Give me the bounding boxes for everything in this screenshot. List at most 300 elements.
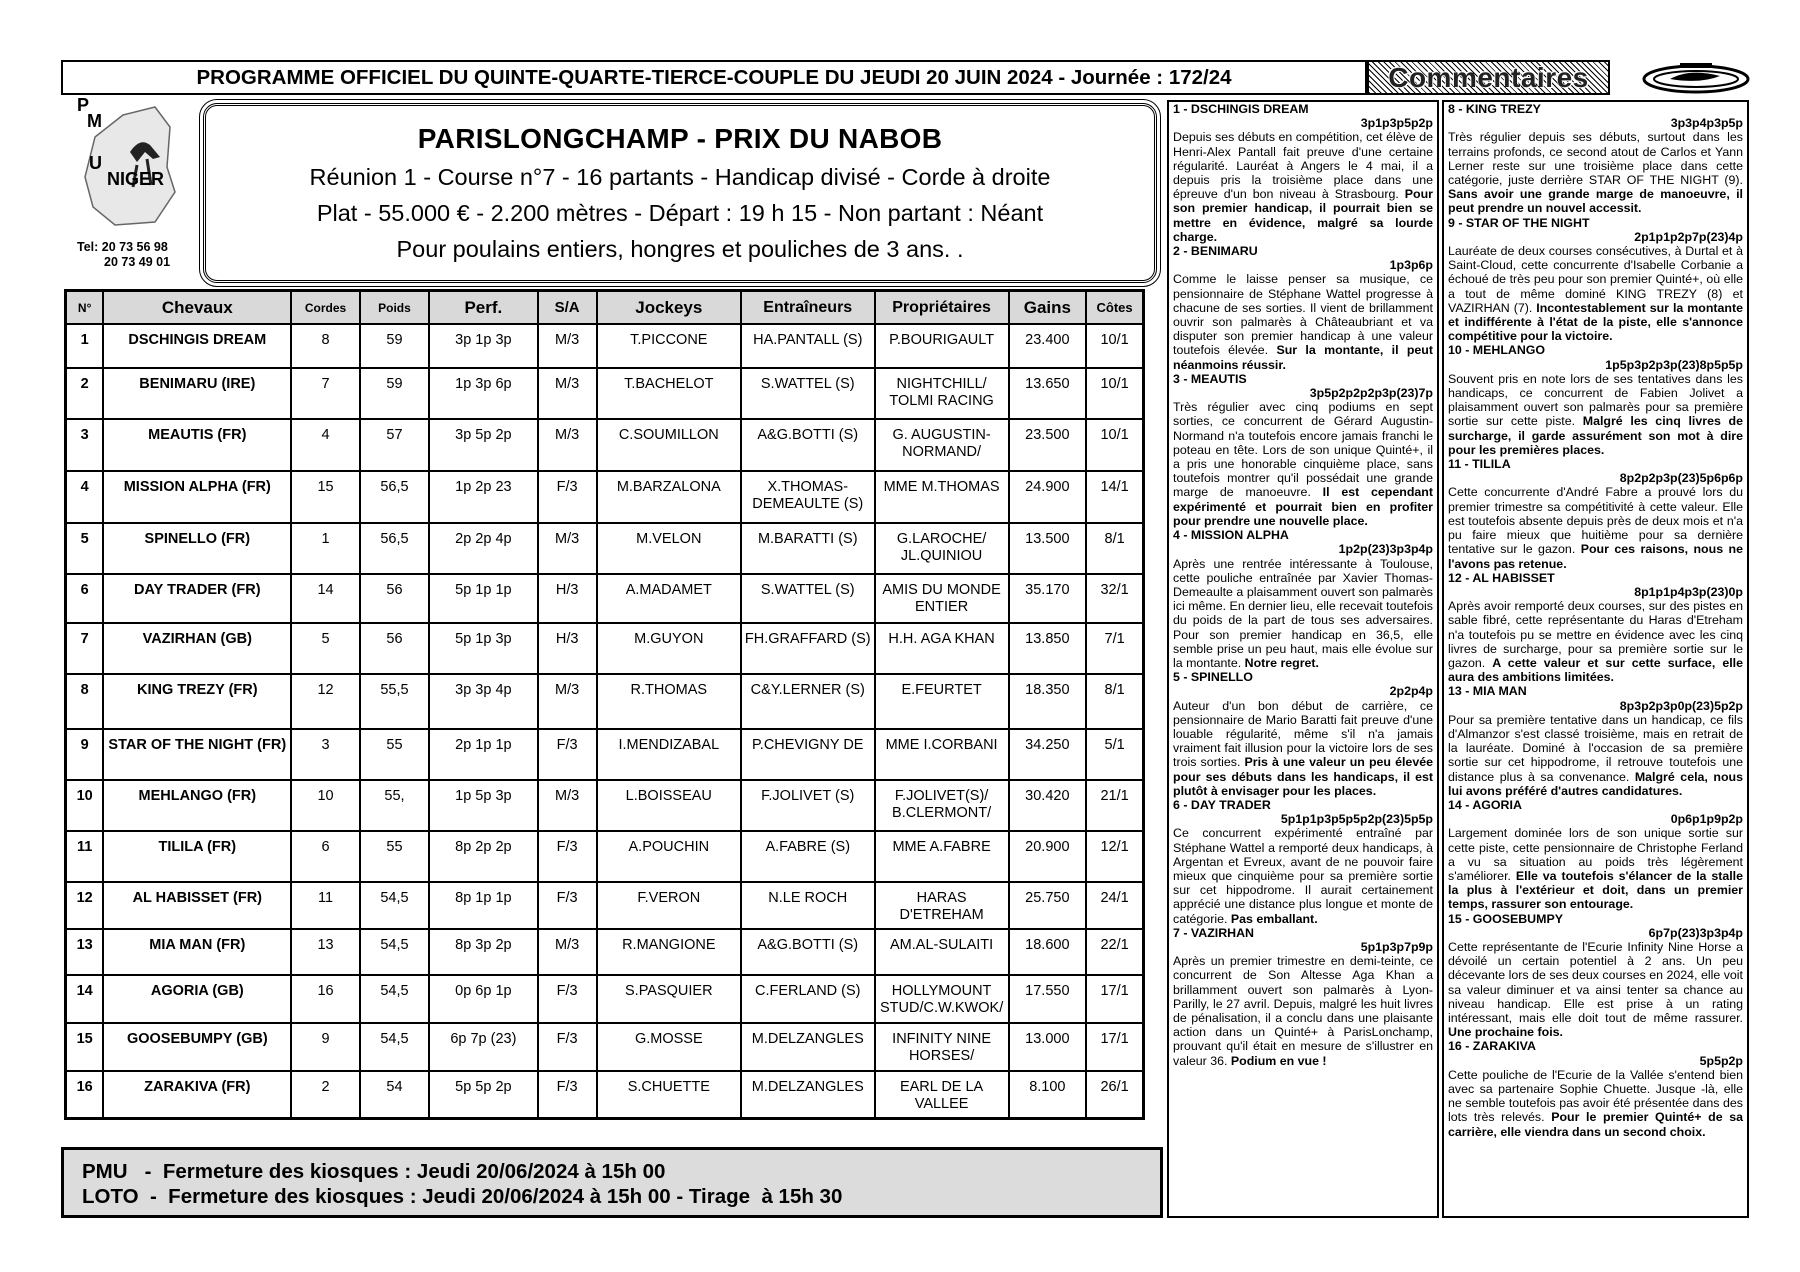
cell-trainer: M.DELZANGLES <box>741 1023 875 1071</box>
cell-weight: 55,5 <box>360 674 429 729</box>
comment-text-plain: Auteur d'un bon début de carrière, ce pensionnaire de Mario Baratti fait preuve d'une louable régularité, même s'il n'a jamais vraiment fait illusion pour la victoire lors de ses trois sorties. <box>1173 698 1433 770</box>
cell-jockey: A.POUCHIN <box>597 831 741 882</box>
cell-sex-age: H/3 <box>538 574 597 623</box>
cell-owner: MME M.THOMAS <box>875 471 1009 523</box>
cell-trainer: S.WATTEL (S) <box>741 574 875 623</box>
cell-horse: SPINELLO (FR) <box>103 523 291 574</box>
comment-form-figures: 3p5p2p2p2p3p(23)7p <box>1309 386 1433 401</box>
comment-entry <box>1448 684 1743 798</box>
cell-number: 11 <box>66 831 104 882</box>
comment-text-plain: Après une rentrée intéressante à Toulouse, cette pouliche entraînée par Xavier Thomas-Demeaulte a plaisamment ouvert son palmarès ici même. En dernier lieu, elle recevait toutefois du poids de la part de tous ses adversaires. Pour son premier handicap en 36,5, elle semble prise un peu haut, mais elle évolue sur la montante. <box>1173 556 1433 670</box>
cell-jockey: T.PICCONE <box>597 324 741 368</box>
table-header-row <box>66 291 1144 325</box>
cell-jockey: S.CHUETTE <box>597 1071 741 1118</box>
col-header-trainers: Entraîneurs <box>741 291 875 325</box>
cell-perf: 1p 5p 3p <box>429 780 537 831</box>
cell-weight: 56 <box>360 574 429 623</box>
cell-horse: KING TREZY (FR) <box>103 674 291 729</box>
comment-form-figures: 5p1p3p7p9p <box>1360 939 1433 954</box>
comment-text-plain: Après avoir remporté deux courses, sur des pistes en sable fibré, cette représentante du Haras d'Etreham n'a toutefois pu se mettre en évidence avec les cinq livres de surcharge, pour sa première sortie sur le gazon. <box>1448 599 1743 670</box>
cell-earnings: 18.350 <box>1009 674 1087 729</box>
comment-text <box>1448 1068 1743 1139</box>
cell-trainer: A&G.BOTTI (S) <box>741 419 875 471</box>
cell-perf: 5p 1p 1p <box>429 574 537 623</box>
cell-perf: 2p 2p 4p <box>429 523 537 574</box>
cell-draw: 1 <box>291 523 359 574</box>
cell-owner: G.LAROCHE/ JL.QUINIOU <box>875 523 1009 574</box>
cell-number: 5 <box>66 523 104 574</box>
comment-text-plain: Très régulier depuis ses débuts, surtout dans les terrains profonds, ce second atout de Carlos et Yann Lerner reste sur une troisième place dans cette catégorie, juste derrière STAR OF THE NIGHT (9). <box>1448 130 1743 188</box>
cell-draw: 16 <box>291 975 359 1023</box>
comment-text-plain: Souvent pris en note lors de ses tentatives dans les handicaps, ce concurrent de Fabien Jolivet a plaisamment ouvert son palmarès pour sa première sortie sur cette piste. <box>1448 371 1743 429</box>
comment-text-verdict: Il est cependant expérimenté et pourrait bien en profiter pour prendre une nouvelle place. <box>1173 485 1433 528</box>
svg-text:U: U <box>89 153 102 173</box>
comments-header <box>1367 60 1610 95</box>
cell-earnings: 24.900 <box>1009 471 1087 523</box>
comment-text <box>1448 485 1743 570</box>
comment-horse-title: 11 - TILILA <box>1448 457 1511 472</box>
cell-trainer: F.JOLIVET (S) <box>741 780 875 831</box>
cell-owner: MME A.FABRE <box>875 831 1009 882</box>
cell-sex-age: M/3 <box>538 324 597 368</box>
cell-weight: 54 <box>360 1071 429 1118</box>
cell-earnings: 18.600 <box>1009 929 1087 975</box>
comment-entry <box>1173 102 1433 244</box>
cell-number: 15 <box>66 1023 104 1071</box>
cell-draw: 9 <box>291 1023 359 1071</box>
comment-text <box>1173 826 1433 925</box>
comment-text-plain: Largement dominée lors de son unique sortie sur cette piste, cette pensionnaire de Christophe Ferland a vu sa situation au poids très légèrement s'améliorer. <box>1448 826 1743 883</box>
table-row <box>66 929 1144 975</box>
cell-perf: 5p 5p 2p <box>429 1071 537 1118</box>
cell-perf: 8p 2p 2p <box>429 831 537 882</box>
comment-form-figures: 3p3p4p3p5p <box>1670 116 1743 131</box>
phone-line-2: 20 73 49 01 <box>104 255 171 269</box>
cell-earnings: 34.250 <box>1009 729 1087 780</box>
cell-horse: BENIMARU (IRE) <box>103 368 291 419</box>
race-meeting-line: Réunion 1 - Course n°7 - 16 partants - Handicap divisé - Corde à droite <box>309 164 1051 190</box>
cell-weight: 56 <box>360 623 429 674</box>
cell-horse: MEAUTIS (FR) <box>103 419 291 471</box>
comment-horse-title: 13 - MIA MAN <box>1448 684 1527 699</box>
col-header-jockeys: Jockeys <box>597 291 741 325</box>
comment-horse-title: 5 - SPINELLO <box>1173 670 1253 685</box>
comment-text-verdict: Pour ces raisons, nous ne l'avons pas retenue. <box>1448 542 1743 571</box>
cell-earnings: 20.900 <box>1009 831 1087 882</box>
comment-entry <box>1173 670 1433 798</box>
comment-form-figures: 8p2p2p3p(23)5p6p6p <box>1619 471 1743 486</box>
cell-horse: MISSION ALPHA (FR) <box>103 471 291 523</box>
col-header-sex-age: S/A <box>538 291 597 325</box>
cell-number: 3 <box>66 419 104 471</box>
cell-number: 7 <box>66 623 104 674</box>
cell-owner: G. AUGUSTIN-NORMAND/ <box>875 419 1009 471</box>
table-row <box>66 419 1144 471</box>
cell-perf: 1p 3p 6p <box>429 368 537 419</box>
table-row <box>66 523 1144 574</box>
table-row <box>66 729 1144 780</box>
cell-horse: ZARAKIVA (FR) <box>103 1071 291 1118</box>
cell-odds: 14/1 <box>1086 471 1143 523</box>
cell-odds: 17/1 <box>1086 975 1143 1023</box>
comment-horse-title: 14 - AGORIA <box>1448 797 1522 812</box>
table-row <box>66 574 1144 623</box>
comment-form-figures: 0p6p1p9p2p <box>1670 812 1743 827</box>
cell-earnings: 13.000 <box>1009 1023 1087 1071</box>
cell-weight: 55, <box>360 780 429 831</box>
cell-trainer: X.THOMAS-DEMEAULTE (S) <box>741 471 875 523</box>
comment-form-figures: 1p2p(23)3p3p4p <box>1338 542 1433 557</box>
cell-draw: 7 <box>291 368 359 419</box>
cell-jockey: A.MADAMET <box>597 574 741 623</box>
cell-draw: 12 <box>291 674 359 729</box>
comment-horse-title: 16 - ZARAKIVA <box>1448 1039 1536 1054</box>
comment-form-figures: 8p1p1p4p3p(23)0p <box>1634 584 1743 599</box>
comment-horse-title: 10 - MEHLANGO <box>1448 343 1546 358</box>
cell-sex-age: H/3 <box>538 623 597 674</box>
table-row <box>66 1071 1144 1118</box>
cell-earnings: 17.550 <box>1009 975 1087 1023</box>
pmu-corner-logo-icon <box>1640 62 1752 94</box>
svg-text:P: P <box>77 97 90 115</box>
cell-odds: 5/1 <box>1086 729 1143 780</box>
cell-number: 9 <box>66 729 104 780</box>
comment-text-plain: Pour sa première tentative dans un handicap, ce fils d'Almanzor s'est classé troisième, mais en retrait de la lauréate. Dominé à l'occasion de sa première sortie sur cet hippodrome, il retrouve toutefois une distance plus à sa convenance. <box>1448 712 1743 784</box>
comment-text <box>1448 713 1743 798</box>
cell-owner: MME I.CORBANI <box>875 729 1009 780</box>
cell-horse: GOOSEBUMPY (GB) <box>103 1023 291 1071</box>
cell-odds: 10/1 <box>1086 324 1143 368</box>
comments-column-right <box>1442 100 1749 1218</box>
table-row <box>66 368 1144 419</box>
cell-horse: MEHLANGO (FR) <box>103 780 291 831</box>
comment-text <box>1173 272 1433 371</box>
cell-trainer: M.DELZANGLES <box>741 1071 875 1118</box>
comment-entry <box>1173 528 1433 670</box>
cell-draw: 2 <box>291 1071 359 1118</box>
cell-owner: INFINITY NINE HORSES/ <box>875 1023 1009 1071</box>
comment-horse-title: 6 - DAY TRADER <box>1173 797 1271 812</box>
comment-entry <box>1173 244 1433 372</box>
cell-owner: NIGHTCHILL/ TOLMI RACING <box>875 368 1009 419</box>
comment-text-verdict: Elle va toutefois s'élancer de la stalle la plus à l'extérieur et doit, dans un premier temps, rassurer son entourage. <box>1448 868 1744 912</box>
table-row <box>66 882 1144 929</box>
cell-horse: VAZIRHAN (GB) <box>103 623 291 674</box>
cell-draw: 6 <box>291 831 359 882</box>
cell-odds: 10/1 <box>1086 368 1143 419</box>
cell-draw: 10 <box>291 780 359 831</box>
cell-draw: 11 <box>291 882 359 929</box>
cell-odds: 7/1 <box>1086 623 1143 674</box>
cell-horse: TILILA (FR) <box>103 831 291 882</box>
race-title: PARISLONGCHAMP - PRIX DU NABOB <box>417 123 943 154</box>
cell-sex-age: M/3 <box>538 523 597 574</box>
cell-weight: 55 <box>360 729 429 780</box>
col-header-draw: Cordes <box>291 291 359 325</box>
cell-perf: 6p 7p (23) <box>429 1023 537 1071</box>
cell-perf: 1p 2p 23 <box>429 471 537 523</box>
cell-trainer: C.FERLAND (S) <box>741 975 875 1023</box>
cell-owner: AM.AL-SULAITI <box>875 929 1009 975</box>
comment-text-verdict: A cette valeur et sur cette surface, elle aura des ambitions limitées. <box>1448 655 1743 685</box>
cell-number: 6 <box>66 574 104 623</box>
comment-text-plain: Cette représentante de l'Ecurie Infinity Nine Horse a dévoilé un certain potentiel à 2 ans. Un peu décevante lors de ses deux courses en 2024, elle voit sa valeur diminuer et va ainsi tenter sa chance au niveau handicap. Elle est prise à un rating intéressant, mais elle doit tout de même rassurer. <box>1448 939 1743 1025</box>
comments-header-label: Commentaires <box>1388 61 1589 93</box>
cell-perf: 3p 3p 4p <box>429 674 537 729</box>
race-details-line: Plat - 55.000 € - 2.200 mètres - Départ : 19 h 15 - Non partant : Néant <box>316 200 1044 226</box>
comment-entry <box>1448 457 1743 571</box>
cell-trainer: P.CHEVIGNY DE <box>741 729 875 780</box>
table-row <box>66 1023 1144 1071</box>
cell-earnings: 23.400 <box>1009 324 1087 368</box>
cell-trainer: FH.GRAFFARD (S) <box>741 623 875 674</box>
comment-text <box>1448 826 1743 911</box>
comment-text <box>1173 954 1433 1068</box>
cell-trainer: N.LE ROCH <box>741 882 875 929</box>
comment-form-figures: 5p5p2p <box>1699 1053 1743 1068</box>
comment-horse-title: 9 - STAR OF THE NIGHT <box>1448 215 1590 230</box>
cell-earnings: 8.100 <box>1009 1071 1087 1118</box>
comment-text <box>1448 130 1743 215</box>
cell-owner: EARL DE LA VALLEE <box>875 1071 1009 1118</box>
cell-sex-age: M/3 <box>538 929 597 975</box>
cell-draw: 5 <box>291 623 359 674</box>
cell-jockey: I.MENDIZABAL <box>597 729 741 780</box>
comment-text <box>1448 372 1743 457</box>
race-info-box <box>203 103 1157 283</box>
runners-table-body <box>66 324 1144 1118</box>
comment-text-plain: Lauréate de deux courses consécutives, à Durtal et à Saint-Cloud, cette concurrente d'Isabelle Corbanie a échoué de très peu pour son premier Quinté+, où elle a tout de même dominé KING TREZY (8) et VAZIRHAN (7). <box>1448 244 1743 315</box>
cell-trainer: M.BARATTI (S) <box>741 523 875 574</box>
cell-earnings: 35.170 <box>1009 574 1087 623</box>
comment-text-verdict: Pas emballant. <box>1230 911 1318 926</box>
cell-earnings: 25.750 <box>1009 882 1087 929</box>
cell-perf: 3p 1p 3p <box>429 324 537 368</box>
cell-number: 13 <box>66 929 104 975</box>
svg-text:M: M <box>87 111 102 131</box>
page-banner <box>61 60 1367 95</box>
table-row <box>66 623 1144 674</box>
closing-times-box <box>61 1147 1163 1218</box>
cell-perf: 5p 1p 3p <box>429 623 537 674</box>
cell-sex-age: F/3 <box>538 471 597 523</box>
cell-odds: 10/1 <box>1086 419 1143 471</box>
comment-text-verdict: Une prochaine fois. <box>1448 1025 1563 1040</box>
cell-odds: 21/1 <box>1086 780 1143 831</box>
comment-entry <box>1448 216 1743 344</box>
cell-weight: 59 <box>360 324 429 368</box>
cell-horse: DAY TRADER (FR) <box>103 574 291 623</box>
cell-odds: 32/1 <box>1086 574 1143 623</box>
cell-odds: 24/1 <box>1086 882 1143 929</box>
table-row <box>66 780 1144 831</box>
comment-horse-title: 15 - GOOSEBUMPY <box>1448 911 1563 926</box>
cell-sex-age: F/3 <box>538 831 597 882</box>
cell-earnings: 30.420 <box>1009 780 1087 831</box>
cell-sex-age: F/3 <box>538 1023 597 1071</box>
comment-text-plain: Cette pouliche de l'Ecurie de la Vallée s'entend bien avec sa partenaire Sophie Chuette. Jusque -là, elle ne semble toutefois pas avoir été présentée dans des lots très relevés. <box>1448 1067 1743 1125</box>
cell-trainer: A.FABRE (S) <box>741 831 875 882</box>
comment-text-verdict: Malgré les cinq livres de surcharge, il garde assurément son mot à dire pour les premières places. <box>1448 414 1744 457</box>
cell-earnings: 13.850 <box>1009 623 1087 674</box>
pmu-closing-line: PMU - Fermeture des kiosques : Jeudi 20/06/2024 à 15h 00 <box>82 1160 666 1183</box>
runners-table <box>64 289 1145 1120</box>
comment-text-plain: Ce concurrent expérimenté entraîné par Stéphane Wattel a remporté deux handicaps, à Argentan et Evreux, avant de ne pouvoir faire mieux que cinquième pour sa première sortie sur cet hippodrome. Il aurait certainement apprécié une distance plus longue et monte de catégorie. <box>1173 826 1433 926</box>
cell-sex-age: M/3 <box>538 674 597 729</box>
comment-entry <box>1448 1039 1743 1138</box>
cell-weight: 56,5 <box>360 523 429 574</box>
comment-text-verdict: Pris à une valeur un peu élevée pour ses débuts dans les handicaps, il est plutôt à envisager pour les places. <box>1173 755 1433 798</box>
cell-sex-age: F/3 <box>538 975 597 1023</box>
cell-jockey: M.VELON <box>597 523 741 574</box>
cell-trainer: A&G.BOTTI (S) <box>741 929 875 975</box>
cell-owner: HOLLYMOUNT STUD/C.W.KWOK/ <box>875 975 1009 1023</box>
comment-text <box>1173 400 1433 528</box>
cell-odds: 12/1 <box>1086 831 1143 882</box>
comment-horse-title: 2 - BENIMARU <box>1173 244 1258 259</box>
comment-text-plain: Cette concurrente d'André Fabre a prouvé lors du premier trimestre sa compétitivité à cette valeur. Elle est toutefois absente depuis près de deux mois et n'a pu faire mieux que huitième pour sa dernière tentative sur le gazon. <box>1448 485 1743 557</box>
cell-jockey: C.SOUMILLON <box>597 419 741 471</box>
pmu-niger-logo-icon <box>75 97 185 232</box>
cell-jockey: S.PASQUIER <box>597 975 741 1023</box>
cell-perf: 8p 3p 2p <box>429 929 537 975</box>
comment-entry <box>1448 571 1743 685</box>
cell-horse: AGORIA (GB) <box>103 975 291 1023</box>
comment-text <box>1173 130 1433 244</box>
comment-form-figures: 2p1p1p2p7p(23)4p <box>1634 229 1743 244</box>
table-row <box>66 674 1144 729</box>
comment-text-verdict: Malgré cela, nous lui avons préféré d'autres candidatures. <box>1448 769 1743 798</box>
cell-earnings: 13.500 <box>1009 523 1087 574</box>
cell-earnings: 23.500 <box>1009 419 1087 471</box>
col-header-horses: Chevaux <box>103 291 291 325</box>
cell-horse: AL HABISSET (FR) <box>103 882 291 929</box>
comment-form-figures: 1p3p6p <box>1389 258 1433 273</box>
cell-trainer: S.WATTEL (S) <box>741 368 875 419</box>
cell-weight: 54,5 <box>360 929 429 975</box>
cell-horse: MIA MAN (FR) <box>103 929 291 975</box>
cell-number: 1 <box>66 324 104 368</box>
cell-weight: 57 <box>360 419 429 471</box>
table-row <box>66 471 1144 523</box>
cell-sex-age: F/3 <box>538 882 597 929</box>
comments-column-left <box>1167 100 1439 1218</box>
cell-draw: 4 <box>291 419 359 471</box>
banner-title: PROGRAMME OFFICIEL DU QUINTE-QUARTE-TIERCE-COUPLE DU JEUDI 20 JUIN 2024 - Journée : 172/24 <box>196 65 1232 89</box>
cell-jockey: R.MANGIONE <box>597 929 741 975</box>
comment-text-verdict: Pour le premier Quinté+ de sa carrière, elle viendra dans un second choix. <box>1448 1110 1744 1139</box>
cell-perf: 0p 6p 1p <box>429 975 537 1023</box>
comment-form-figures: 6p7p(23)3p3p4p <box>1648 925 1743 940</box>
comment-entry <box>1448 102 1743 216</box>
cell-weight: 54,5 <box>360 882 429 929</box>
comment-entry <box>1448 798 1743 912</box>
comment-text-verdict: Incontestablement sur la montante et indifférente à l'état de la piste, elle s'annonce compétitive pour la victoire. <box>1448 300 1743 344</box>
cell-number: 12 <box>66 882 104 929</box>
col-header-owners: Propriétaires <box>875 291 1009 325</box>
cell-weight: 54,5 <box>360 975 429 1023</box>
comment-entry <box>1173 372 1433 528</box>
comment-text-verdict: Podium en vue ! <box>1230 1053 1327 1068</box>
cell-number: 4 <box>66 471 104 523</box>
table-row <box>66 975 1144 1023</box>
race-conditions-line: Pour poulains entiers, hongres et pouliches de 3 ans. . <box>396 236 964 262</box>
comment-form-figures: 8p3p2p3p0p(23)5p2p <box>1619 698 1743 713</box>
comment-text <box>1448 244 1743 343</box>
phone-line-1: Tel: 20 73 56 98 <box>77 240 168 254</box>
cell-horse: DSCHINGIS DREAM <box>103 324 291 368</box>
comment-form-figures: 1p5p3p2p3p(23)8p5p5p <box>1605 357 1743 372</box>
cell-weight: 55 <box>360 831 429 882</box>
cell-jockey: T.BACHELOT <box>597 368 741 419</box>
comment-horse-title: 7 - VAZIRHAN <box>1173 925 1254 940</box>
cell-jockey: M.BARZALONA <box>597 471 741 523</box>
cell-jockey: M.GUYON <box>597 623 741 674</box>
comment-text-verdict: Sans avoir une grande marge de manoeuvre, il peut prendre un nouvel accessit. <box>1448 187 1743 216</box>
comment-text-plain: Depuis ses débuts en compétition, cet élève de Henri-Alex Pantall fait preuve d'une certaine régularité. Lauréat à Angers le 4 mai, il a depuis pris la troisième place dans une épreuve d'un bon niveau à Strasbourg. <box>1173 130 1433 202</box>
svg-text:NIGER: NIGER <box>107 169 165 189</box>
cell-draw: 14 <box>291 574 359 623</box>
cell-odds: 17/1 <box>1086 1023 1143 1071</box>
cell-sex-age: F/3 <box>538 729 597 780</box>
col-header-odds: Côtes <box>1086 291 1143 325</box>
cell-number: 8 <box>66 674 104 729</box>
comment-text <box>1173 557 1433 671</box>
cell-sex-age: M/3 <box>538 780 597 831</box>
cell-owner: H.H. AGA KHAN <box>875 623 1009 674</box>
cell-owner: E.FEURTET <box>875 674 1009 729</box>
comment-entry <box>1173 798 1433 926</box>
cell-owner: HARAS D'ETREHAM <box>875 882 1009 929</box>
cell-jockey: G.MOSSE <box>597 1023 741 1071</box>
cell-odds: 8/1 <box>1086 674 1143 729</box>
cell-jockey: F.VERON <box>597 882 741 929</box>
cell-owner: P.BOURIGAULT <box>875 324 1009 368</box>
comment-form-figures: 2p2p4p <box>1389 684 1433 699</box>
comment-text <box>1448 599 1743 684</box>
cell-trainer: C&Y.LERNER (S) <box>741 674 875 729</box>
cell-owner: AMIS DU MONDE ENTIER <box>875 574 1009 623</box>
cell-draw: 15 <box>291 471 359 523</box>
comment-form-figures: 5p1p1p3p5p5p2p(23)5p5p <box>1280 812 1433 827</box>
cell-jockey: R.THOMAS <box>597 674 741 729</box>
cell-weight: 54,5 <box>360 1023 429 1071</box>
cell-trainer: HA.PANTALL (S) <box>741 324 875 368</box>
col-header-weight: Poids <box>360 291 429 325</box>
comment-text-plain: Comme le laisse penser sa musique, ce pensionnaire de Stéphane Wattel progresse à chacune de ses sorties. Il vient de brillamment ouvrir son palmarès à Châteaubriant et va disputer son premier handicap à une valeur toutefois élevée. <box>1173 272 1433 358</box>
cell-number: 2 <box>66 368 104 419</box>
cell-perf: 2p 1p 1p <box>429 729 537 780</box>
cell-odds: 8/1 <box>1086 523 1143 574</box>
cell-draw: 8 <box>291 324 359 368</box>
cell-sex-age: F/3 <box>538 1071 597 1118</box>
cell-sex-age: M/3 <box>538 368 597 419</box>
comment-horse-title: 8 - KING TREZY <box>1448 102 1541 116</box>
cell-draw: 3 <box>291 729 359 780</box>
comment-horse-title: 4 - MISSION ALPHA <box>1173 528 1289 543</box>
loto-closing-line: LOTO - Fermeture des kiosques : Jeudi 20/06/2024 à 15h 00 - Tirage à 15h 30 <box>82 1185 843 1208</box>
cell-sex-age: M/3 <box>538 419 597 471</box>
comment-text-verdict: Pour son premier handicap, il pourrait bien se mettre en évidence, malgré sa lourde charge. <box>1173 187 1433 244</box>
cell-perf: 3p 5p 2p <box>429 419 537 471</box>
comment-text-verdict: Sur la montante, il peut néanmoins réussir. <box>1173 343 1433 372</box>
cell-number: 10 <box>66 780 104 831</box>
cell-draw: 13 <box>291 929 359 975</box>
cell-number: 16 <box>66 1071 104 1118</box>
cell-horse: STAR OF THE NIGHT (FR) <box>103 729 291 780</box>
table-row <box>66 324 1144 368</box>
comment-horse-title: 12 - AL HABISSET <box>1448 570 1555 585</box>
